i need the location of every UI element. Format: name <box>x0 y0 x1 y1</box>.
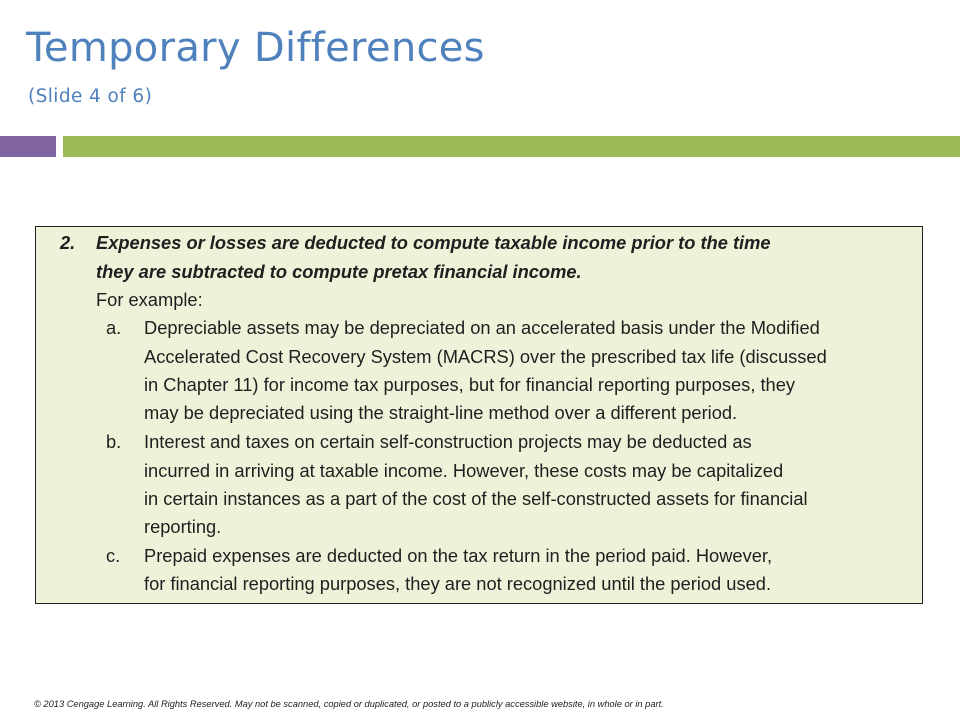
subitem-b-line: incurred in arriving at taxable income. However, these costs may be capitalized <box>144 460 784 481</box>
heading-line-1: Expenses or losses are deducted to compute taxable income prior to the time <box>96 232 771 253</box>
subitem-a-line: may be depreciated using the straight-line method over a different period. <box>144 402 738 423</box>
subitem-c-line: for financial reporting purposes, they are not recognized until the period used. <box>144 573 772 594</box>
textbook-excerpt <box>35 226 923 604</box>
subitem-a-line: Depreciable assets may be depreciated on an accelerated basis under the Modified <box>144 317 820 338</box>
subitem-b-line: reporting. <box>144 516 222 537</box>
subitem-marker-b: b. <box>106 431 122 452</box>
slide-title: Temporary Differences <box>26 25 485 71</box>
subitem-c-line: Prepaid expenses are deducted on the tax return in the period paid. However, <box>144 545 773 566</box>
title-rule-accent <box>0 136 56 157</box>
slide-subtitle: (Slide 4 of 6) <box>28 86 153 107</box>
title-rule-bar <box>63 136 960 157</box>
subitem-a-line: Accelerated Cost Recovery System (MACRS) over the prescribed tax life (discussed <box>144 346 827 367</box>
subitem-a-line: in Chapter 11) for income tax purposes, but for financial reporting purposes, they <box>144 374 796 395</box>
subitem-b-line: Interest and taxes on certain self-construction projects may be deducted as <box>144 431 752 452</box>
heading-line-2: they are subtracted to compute pretax financial income. <box>96 261 582 282</box>
intro-text: For example: <box>96 289 203 310</box>
item-number: 2. <box>60 232 76 253</box>
subitem-marker-a: a. <box>106 317 122 338</box>
subitem-marker-c: c. <box>106 545 121 566</box>
copyright-footer: © 2013 Cengage Learning. All Rights Reserved. May not be scanned, copied or duplicated, or posted to a publicly accessible website, in whole or in part. <box>34 699 664 709</box>
subitem-b-line: in certain instances as a part of the cost of the self-constructed assets for financial <box>144 488 808 509</box>
